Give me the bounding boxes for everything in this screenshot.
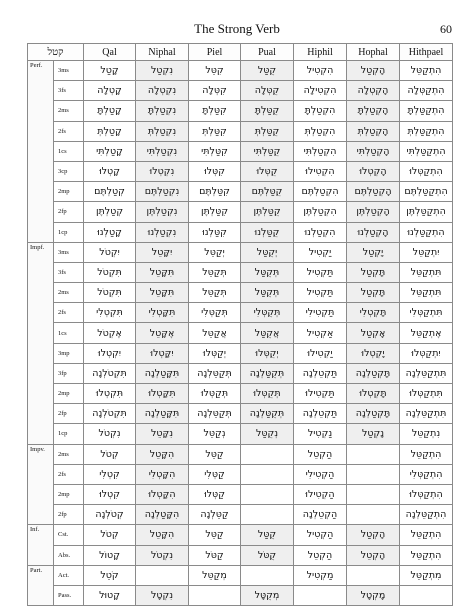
verb-form-cell: נָקְטַל bbox=[347, 424, 400, 444]
stem-header: Niphal bbox=[136, 44, 189, 61]
row-group-label: Impf. bbox=[28, 242, 54, 444]
verb-form-cell: קָטַלְתְּ bbox=[84, 121, 136, 141]
table-row bbox=[28, 565, 453, 585]
verb-form-cell: הִתְקַטְּלוּ bbox=[400, 161, 453, 181]
verb-form-cell: הַקְטִיל bbox=[294, 525, 347, 545]
table-row bbox=[28, 323, 453, 343]
verb-form-cell: תָּקְטַלְנָה bbox=[347, 363, 400, 383]
verb-form-cell: קִטַּלְתֶּם bbox=[189, 182, 241, 202]
verb-form-cell: הִקָּטְלוּ bbox=[136, 484, 189, 504]
verb-form-cell: הַקְטֵל bbox=[294, 444, 347, 464]
verb-form-cell: תְּקַטֵּלְנָה bbox=[189, 404, 241, 424]
verb-form-cell: נִקְטַלְתֶּן bbox=[136, 202, 189, 222]
table-row bbox=[28, 81, 453, 101]
verb-form-cell: הִקְטִילָה bbox=[294, 81, 347, 101]
verb-form-cell: הַקְטֵלְנָה bbox=[294, 505, 347, 525]
table-row bbox=[28, 222, 453, 242]
verb-form-cell: קִטַּלְתֶּן bbox=[189, 202, 241, 222]
verb-form-cell: הָקְטַל bbox=[347, 525, 400, 545]
verb-form-cell bbox=[241, 464, 294, 484]
person-gender-number-label: 2fs bbox=[54, 464, 84, 484]
person-gender-number-label: 2ms bbox=[54, 283, 84, 303]
table-row bbox=[28, 444, 453, 464]
person-gender-number-label: Abs. bbox=[54, 545, 84, 565]
verb-form-cell: תַּקְטִיל bbox=[294, 283, 347, 303]
verb-form-cell bbox=[136, 565, 189, 585]
table-row bbox=[28, 545, 453, 565]
verb-form-cell: קַטְּלִי bbox=[189, 464, 241, 484]
verb-form-cell: תְּקֻטַּל bbox=[241, 283, 294, 303]
verb-form-cell: יִקְטְלוּ bbox=[84, 343, 136, 363]
verb-form-cell bbox=[294, 585, 347, 605]
person-gender-number-label: 3fs bbox=[54, 262, 84, 282]
verb-form-cell: תִּתְקַטֵּלְנָה bbox=[400, 404, 453, 424]
verb-form-cell: קָטוֹל bbox=[84, 545, 136, 565]
verb-form-cell: תָּקְטַל bbox=[347, 283, 400, 303]
verb-form-cell: תְּקֻטַּלְנָה bbox=[241, 404, 294, 424]
row-group-label: Impv. bbox=[28, 444, 54, 525]
verb-form-cell: יִקְטֹל bbox=[84, 242, 136, 262]
verb-form-cell: קֻטַּלְתְּ bbox=[241, 121, 294, 141]
person-gender-number-label: 2mp bbox=[54, 182, 84, 202]
verb-form-cell: קֻטַּלְתָּ bbox=[241, 101, 294, 121]
verb-form-cell bbox=[347, 484, 400, 504]
verb-form-cell bbox=[347, 565, 400, 585]
verb-form-cell: קָטוּל bbox=[84, 585, 136, 605]
verb-form-cell: נִתְקַטֵּל bbox=[400, 424, 453, 444]
table-row bbox=[28, 384, 453, 404]
verb-form-cell: נַקְטִיל bbox=[294, 424, 347, 444]
verb-form-cell: הָקְטְלָה bbox=[347, 81, 400, 101]
verb-form-cell: מָקְטָל bbox=[347, 585, 400, 605]
verb-form-cell: תִּקָּטֵל bbox=[136, 283, 189, 303]
page-title: The Strong Verb bbox=[194, 21, 280, 36]
person-gender-number-label: 1cs bbox=[54, 141, 84, 161]
row-group-label: Inf. bbox=[28, 525, 54, 565]
verb-form-cell: הִתְקַטַּלְנוּ bbox=[400, 222, 453, 242]
table-row bbox=[28, 202, 453, 222]
verb-form-cell: מַקְטִיל bbox=[294, 565, 347, 585]
verb-form-cell: הִתְקַטַּלְתֶּם bbox=[400, 182, 453, 202]
verb-form-cell: הָקְטַלְתֶּם bbox=[347, 182, 400, 202]
person-gender-number-label: 1cp bbox=[54, 222, 84, 242]
person-gender-number-label: 3fp bbox=[54, 363, 84, 383]
page-number: 60 bbox=[440, 22, 452, 36]
verb-form-cell: קָטַלְתָּ bbox=[84, 101, 136, 121]
verb-form-cell: קְטַלְתֶּם bbox=[84, 182, 136, 202]
verb-form-cell: קְטֹלְנָה bbox=[84, 505, 136, 525]
verb-form-cell: הִתְקַטֵּל bbox=[400, 444, 453, 464]
table-header-row bbox=[28, 44, 453, 61]
person-gender-number-label: Cst. bbox=[54, 525, 84, 545]
verb-form-cell: הִקְטִילוּ bbox=[294, 161, 347, 181]
verb-form-cell bbox=[241, 565, 294, 585]
verb-form-cell: הִתְקַטֵּל bbox=[400, 525, 453, 545]
verb-form-cell: הַקְטִילִי bbox=[294, 464, 347, 484]
verb-form-cell: קֻטֹּל bbox=[241, 545, 294, 565]
verb-form-cell: יְקֻטַּל bbox=[241, 242, 294, 262]
table-row bbox=[28, 464, 453, 484]
verb-form-cell: הָקְטַלְתְּ bbox=[347, 121, 400, 141]
verb-form-cell: הָקְטַלְתִּי bbox=[347, 141, 400, 161]
verb-form-cell: הִקְטִיל bbox=[294, 61, 347, 81]
verb-form-cell: הִקְטַלְתֶּם bbox=[294, 182, 347, 202]
verb-form-cell: תִּתְקַטֵּלְנָה bbox=[400, 363, 453, 383]
verb-form-cell: נִקְטְלוּ bbox=[136, 161, 189, 181]
person-gender-number-label: Act. bbox=[54, 565, 84, 585]
verb-form-cell: נִקְטֹל bbox=[136, 545, 189, 565]
verb-form-cell: קָטְלָה bbox=[84, 81, 136, 101]
verb-form-cell bbox=[189, 585, 241, 605]
verb-form-cell: תְּקַטְּלִי bbox=[189, 303, 241, 323]
verb-form-cell: הִקָּטַלְנָה bbox=[136, 505, 189, 525]
table-row bbox=[28, 182, 453, 202]
verb-form-cell: נִקְטְלָה bbox=[136, 81, 189, 101]
verb-form-cell: קִטְלִי bbox=[84, 464, 136, 484]
verb-form-cell: הִתְקַטֵּל bbox=[400, 61, 453, 81]
verb-form-cell: יְקַטְּלוּ bbox=[189, 343, 241, 363]
verb-form-cell: נְקֻטַּל bbox=[241, 424, 294, 444]
verb-form-cell: קִטַּלְתִּי bbox=[189, 141, 241, 161]
verb-form-cell: תִּקְטֹלְנָה bbox=[84, 404, 136, 424]
verb-form-cell: יִתְקַטֵּל bbox=[400, 242, 453, 262]
verb-form-cell: הִקְטַלְתָּ bbox=[294, 101, 347, 121]
verb-form-cell: הִקָּטֵל bbox=[136, 444, 189, 464]
person-gender-number-label: 2fp bbox=[54, 505, 84, 525]
person-gender-number-label: 2fs bbox=[54, 303, 84, 323]
verb-form-cell bbox=[241, 444, 294, 464]
verb-form-cell: יִתְקַטְּלוּ bbox=[400, 343, 453, 363]
verb-form-cell: הִתְקַטַּלְתְּ bbox=[400, 121, 453, 141]
verb-form-cell: קֻטַּלְתֶּן bbox=[241, 202, 294, 222]
verb-form-cell: נִקְטַל bbox=[136, 61, 189, 81]
table-row bbox=[28, 303, 453, 323]
table-row bbox=[28, 242, 453, 262]
verb-form-cell: אָקְטַל bbox=[347, 323, 400, 343]
verb-form-cell: קֻטַּלְתֶּם bbox=[241, 182, 294, 202]
table-row bbox=[28, 141, 453, 161]
person-gender-number-label: 2mp bbox=[54, 384, 84, 404]
stem-header: Piel bbox=[189, 44, 241, 61]
verb-form-cell: קִטַּלְתָּ bbox=[189, 101, 241, 121]
verb-form-cell: תְּקַטֵּל bbox=[189, 262, 241, 282]
person-gender-number-label: 2ms bbox=[54, 101, 84, 121]
verb-form-cell: קִטְּלוּ bbox=[189, 161, 241, 181]
verb-form-cell bbox=[347, 444, 400, 464]
verb-form-cell: קֻטַּלְנוּ bbox=[241, 222, 294, 242]
table-body bbox=[28, 61, 453, 606]
verb-form-cell: תָּקְטְלוּ bbox=[347, 384, 400, 404]
verb-form-cell: אֶתְקַטֵּל bbox=[400, 323, 453, 343]
verb-form-cell: אֲקֻטַּל bbox=[241, 323, 294, 343]
verb-form-cell: נִקָּטֵל bbox=[136, 424, 189, 444]
person-gender-number-label: 3ms bbox=[54, 61, 84, 81]
verb-form-cell bbox=[241, 505, 294, 525]
verb-form-cell: הָקְטֵל bbox=[347, 545, 400, 565]
person-gender-number-label: 2fp bbox=[54, 202, 84, 222]
verb-form-cell: נִקְטָל bbox=[136, 585, 189, 605]
person-gender-number-label: 2mp bbox=[54, 484, 84, 504]
table-row bbox=[28, 61, 453, 81]
verb-form-cell: קַטֵּל bbox=[189, 444, 241, 464]
verb-form-cell: הִקָּטֵל bbox=[136, 525, 189, 545]
verb-form-cell: תַּקְטֵלְנָה bbox=[294, 363, 347, 383]
verb-form-cell: יְקַטֵּל bbox=[189, 242, 241, 262]
verb-form-cell: הִתְקַטֵּל bbox=[400, 545, 453, 565]
verb-form-cell: מְקֻטָּל bbox=[241, 585, 294, 605]
verb-form-cell: יִקָּטֵל bbox=[136, 242, 189, 262]
verb-form-cell: אַקְטִיל bbox=[294, 323, 347, 343]
person-gender-number-label: 1cp bbox=[54, 424, 84, 444]
verb-form-cell: קֻטְּלָה bbox=[241, 81, 294, 101]
verb-form-cell: אֶקְטֹל bbox=[84, 323, 136, 343]
verb-form-cell: קֹטֵל bbox=[84, 565, 136, 585]
verb-form-cell: הָקְטַל bbox=[347, 61, 400, 81]
verb-form-cell bbox=[241, 484, 294, 504]
verb-form-cell: הִתְקַטַּלְתֶּן bbox=[400, 202, 453, 222]
verb-form-cell: הִתְקַטְּלָה bbox=[400, 81, 453, 101]
verb-form-cell: תִּקָּטְלוּ bbox=[136, 384, 189, 404]
verb-form-cell: תַּקְטִילִי bbox=[294, 303, 347, 323]
verb-form-cell: תַּקְטִילוּ bbox=[294, 384, 347, 404]
person-gender-number-label: 3mp bbox=[54, 343, 84, 363]
person-gender-number-label: 1cs bbox=[54, 323, 84, 343]
verb-form-cell: הִקְטַלְתֶּן bbox=[294, 202, 347, 222]
verb-form-cell: הִתְקַטַּלְתִּי bbox=[400, 141, 453, 161]
table-row bbox=[28, 121, 453, 141]
verb-form-cell: תִּקְטֹל bbox=[84, 283, 136, 303]
person-gender-number-label: 2ms bbox=[54, 444, 84, 464]
verb-form-cell: מִתְקַטֵּל bbox=[400, 565, 453, 585]
table-row bbox=[28, 525, 453, 545]
verb-form-cell: קַטֵּל bbox=[189, 525, 241, 545]
verb-form-cell: תַּקְטֵלְנָה bbox=[294, 404, 347, 424]
verb-form-cell: קַטֹּל bbox=[189, 545, 241, 565]
verb-form-cell: קִטַּלְתְּ bbox=[189, 121, 241, 141]
verb-form-cell: נִקְטַלְתָּ bbox=[136, 101, 189, 121]
table-row bbox=[28, 343, 453, 363]
verb-form-cell: קַטְּלוּ bbox=[189, 484, 241, 504]
verb-form-cell: תִּקְטֹלְנָה bbox=[84, 363, 136, 383]
verb-form-cell: תִּקָּטַלְנָה bbox=[136, 363, 189, 383]
table-row bbox=[28, 262, 453, 282]
verb-form-cell: אֶקָּטֵל bbox=[136, 323, 189, 343]
stem-header: Hithpael bbox=[400, 44, 453, 61]
verb-form-cell: קֻטַּל bbox=[241, 525, 294, 545]
verb-form-cell: נִקְטַלְתִּי bbox=[136, 141, 189, 161]
verb-form-cell: קָטַל bbox=[84, 61, 136, 81]
verb-form-cell: תָּקְטְלִי bbox=[347, 303, 400, 323]
verb-form-cell: הָקְטַלְתֶּן bbox=[347, 202, 400, 222]
verb-form-cell: תְּקַטְּלוּ bbox=[189, 384, 241, 404]
verb-form-cell: נִקְטַלְנוּ bbox=[136, 222, 189, 242]
verb-form-cell: הַקְטִילוּ bbox=[294, 484, 347, 504]
verb-form-cell bbox=[347, 505, 400, 525]
verb-form-cell: תִּתְקַטֵּל bbox=[400, 262, 453, 282]
table-row bbox=[28, 283, 453, 303]
table-row bbox=[28, 101, 453, 121]
verb-form-cell: הִתְקַטַּלְתָּ bbox=[400, 101, 453, 121]
stem-header: Hiphil bbox=[294, 44, 347, 61]
verb-form-cell: הִתְקַטְּלִי bbox=[400, 464, 453, 484]
verb-form-cell: תְּקַטֵּלְנָה bbox=[189, 363, 241, 383]
verb-form-cell: תִּתְקַטֵּל bbox=[400, 283, 453, 303]
verb-form-cell: תְּקֻטַּלְנָה bbox=[241, 363, 294, 383]
verb-form-cell: הִקְטַלְנוּ bbox=[294, 222, 347, 242]
verb-form-cell: נִקְטֹל bbox=[84, 424, 136, 444]
person-gender-number-label: 2fs bbox=[54, 121, 84, 141]
verb-form-cell: תְּקֻטְּלוּ bbox=[241, 384, 294, 404]
verb-form-cell: קִטְּלָה bbox=[189, 81, 241, 101]
verb-form-cell: קִטַּלְנוּ bbox=[189, 222, 241, 242]
verb-form-cell: תְּקַטֵּל bbox=[189, 283, 241, 303]
verb-form-cell: תִּקָּטְלִי bbox=[136, 303, 189, 323]
table-row bbox=[28, 161, 453, 181]
verb-form-cell: יָקְטְלוּ bbox=[347, 343, 400, 363]
stem-header: Qal bbox=[84, 44, 136, 61]
verb-form-cell: יַקְטִילוּ bbox=[294, 343, 347, 363]
verb-form-cell: תִּתְקַטְּלוּ bbox=[400, 384, 453, 404]
person-gender-number-label: 2fp bbox=[54, 404, 84, 424]
verb-form-cell: הִתְקַטֵּלְנָה bbox=[400, 505, 453, 525]
verb-form-cell: קֻטַּלְתִּי bbox=[241, 141, 294, 161]
verb-form-cell: נִקְטַלְתְּ bbox=[136, 121, 189, 141]
table-row bbox=[28, 404, 453, 424]
person-gender-number-label: 3ms bbox=[54, 242, 84, 262]
verb-form-cell: תִּקָּטֵל bbox=[136, 262, 189, 282]
verb-form-cell: תִּקָּטַלְנָה bbox=[136, 404, 189, 424]
verb-form-cell: הַקְטֵל bbox=[294, 545, 347, 565]
verb-paradigm-table bbox=[27, 43, 453, 606]
verb-form-cell: קָטַלְתִּי bbox=[84, 141, 136, 161]
verb-form-cell: קְטַלְתֶּן bbox=[84, 202, 136, 222]
stem-header: Pual bbox=[241, 44, 294, 61]
person-gender-number-label: 3fs bbox=[54, 81, 84, 101]
verb-form-cell: אֲקַטֵּל bbox=[189, 323, 241, 343]
verb-form-cell: נִקְטַלְתֶּם bbox=[136, 182, 189, 202]
verb-form-cell: תָּקְטַלְנָה bbox=[347, 404, 400, 424]
root-header: קטל bbox=[28, 44, 84, 61]
verb-form-cell: תְּקֻטְּלִי bbox=[241, 303, 294, 323]
verb-form-cell: קַטֵּלְנָה bbox=[189, 505, 241, 525]
verb-form-cell: קֻטַּל bbox=[241, 61, 294, 81]
verb-form-cell: הִקָּטְלִי bbox=[136, 464, 189, 484]
table-row bbox=[28, 505, 453, 525]
table-row bbox=[28, 424, 453, 444]
verb-form-cell: תִּקְטֹל bbox=[84, 262, 136, 282]
verb-form-cell: תַּקְטִיל bbox=[294, 262, 347, 282]
verb-form-cell: קֻטְּלוּ bbox=[241, 161, 294, 181]
verb-form-cell: הִקְטַלְתְּ bbox=[294, 121, 347, 141]
verb-form-cell: יִקָּטְלוּ bbox=[136, 343, 189, 363]
verb-form-cell: יָקְטַל bbox=[347, 242, 400, 262]
table-row bbox=[28, 363, 453, 383]
verb-form-cell bbox=[400, 585, 453, 605]
verb-form-cell: קְטֹל bbox=[84, 525, 136, 545]
row-group-label: Perf. bbox=[28, 61, 54, 243]
verb-form-cell: הָקְטַלְתָּ bbox=[347, 101, 400, 121]
verb-form-cell: נְקַטֵּל bbox=[189, 424, 241, 444]
table-row bbox=[28, 484, 453, 504]
person-gender-number-label: Pass. bbox=[54, 585, 84, 605]
verb-form-cell: הִקְטַלְתִּי bbox=[294, 141, 347, 161]
verb-form-cell: קָטְלוּ bbox=[84, 161, 136, 181]
table-row bbox=[28, 585, 453, 605]
verb-form-cell: מְקַטֵּל bbox=[189, 565, 241, 585]
stem-header: Hophal bbox=[347, 44, 400, 61]
verb-form-cell: קְטֹל bbox=[84, 444, 136, 464]
page-header bbox=[0, 20, 474, 40]
verb-form-cell: תְּקֻטַּל bbox=[241, 262, 294, 282]
verb-form-cell: יַקְטִיל bbox=[294, 242, 347, 262]
verb-form-cell: יְקֻטְּלוּ bbox=[241, 343, 294, 363]
person-gender-number-label: 3cp bbox=[54, 161, 84, 181]
verb-form-cell: תָּקְטַל bbox=[347, 262, 400, 282]
verb-form-cell: תִּקְטְלוּ bbox=[84, 384, 136, 404]
verb-form-cell: קָטַלְנוּ bbox=[84, 222, 136, 242]
verb-form-cell: תִּתְקַטְּלִי bbox=[400, 303, 453, 323]
verb-form-cell: תִּקְטְלִי bbox=[84, 303, 136, 323]
verb-form-cell: הִתְקַטְּלוּ bbox=[400, 484, 453, 504]
row-group-label: Part. bbox=[28, 565, 54, 605]
verb-form-cell bbox=[347, 464, 400, 484]
verb-form-cell: קִטְלוּ bbox=[84, 484, 136, 504]
verb-form-cell: הָקְטַלְנוּ bbox=[347, 222, 400, 242]
verb-form-cell: קִטֵּל bbox=[189, 61, 241, 81]
verb-form-cell: הָקְטְלוּ bbox=[347, 161, 400, 181]
